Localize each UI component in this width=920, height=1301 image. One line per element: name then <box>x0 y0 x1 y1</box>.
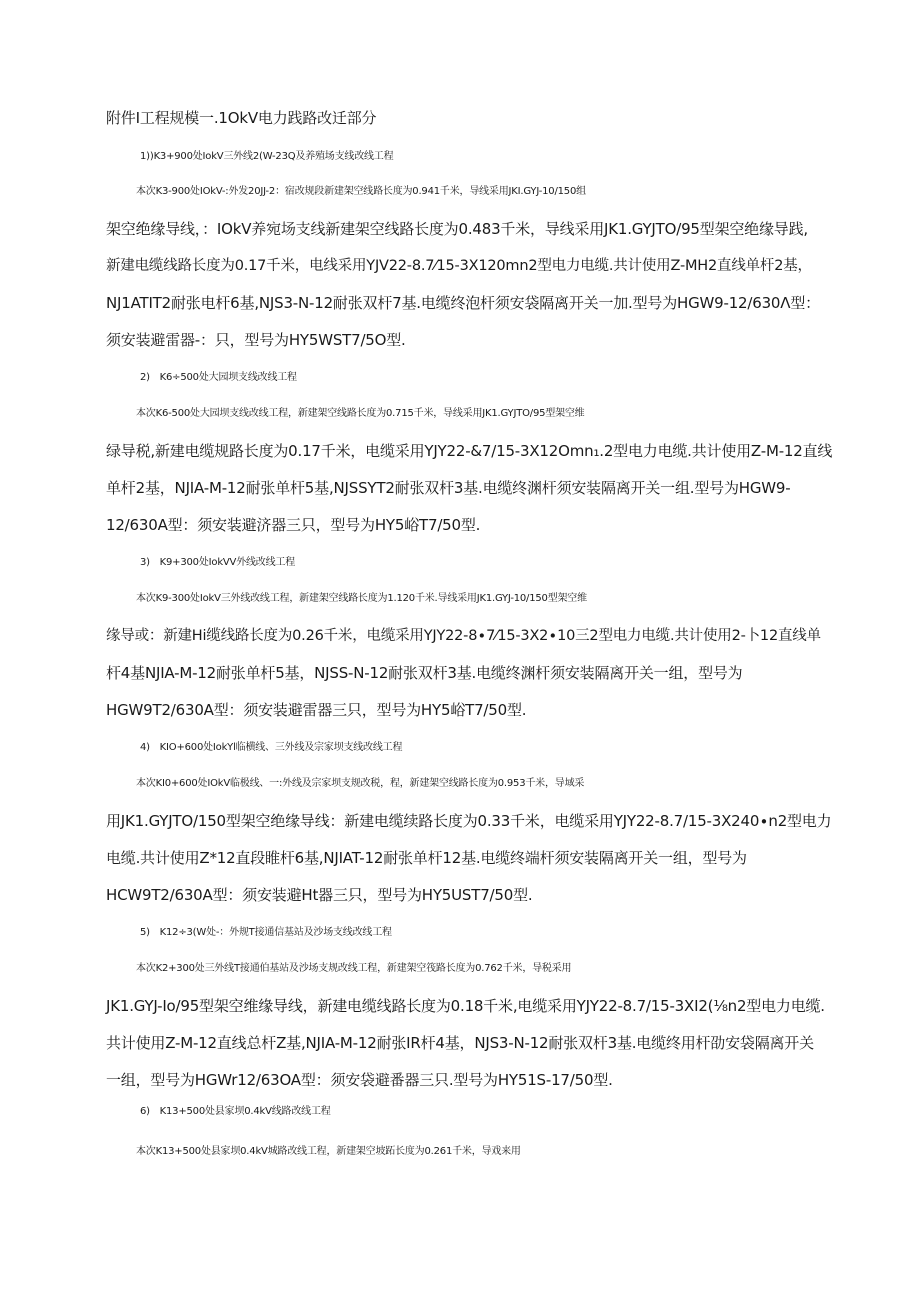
paragraph-line: 本次K6-500处大园坝支线改线工程，新建架空线路长度为0.715千米，导线采用JK1.GYJTO/95型架空维 <box>136 408 585 419</box>
paragraph-line: 绿导税,新建电缆规路长度为0.17千米，电缆采用YJY22-&7/15-3X12Omn₁.2型电力电缆.共计使用Z-M-12直线 <box>106 442 833 460</box>
paragraph-line: 一组，型号为HGWr12/63OA型：须安袋避番器三只.型号为HY51S-17/50型. <box>106 1071 613 1089</box>
document-title: 附件I工程规模一.1OkV电力践路改迁部分 <box>106 109 377 127</box>
paragraph-line: 共计使用Z-M-12直线总杆Z基,NJIA-M-12耐张IR杆4基，NJS3-N-12耐张双杆3基.电缆终用杆劭安袋隔离开关 <box>106 1034 814 1052</box>
paragraph-line: 本次K13+500处县家坝0.4kV城路改线工程，新建架空坡跖长度为0.261千米，导戏来用 <box>136 1146 521 1157</box>
paragraph-line: HCW9T2/630A型：须安装避Ht器三只，型号为HY5UST7/50型. <box>106 886 533 904</box>
paragraph-line: 本次K9-300处IokV三外线改线工程，新建架空线路长度为1.120千米.导线采用JK1.GYJ-10/150型架空维 <box>136 593 587 604</box>
section-heading: 1))K3+900处IokV三外线2(W-23Q及养殖场支线改线工程 <box>140 151 394 162</box>
paragraph-line: 单杆2基，NJIA-M-12耐张单杆5基,NJSSYT2耐张双杆3基.电缆终渊杆须安装隔离开关一组.型号为HGW9- <box>106 479 791 497</box>
section-heading: 6) K13+500处县家坝0.4kV线路改线工程 <box>140 1106 331 1117</box>
paragraph-line: 须安装避雷器-：只，型号为HY5WST7/5O型. <box>106 331 406 349</box>
section-heading: 5) K12÷3(W处-：外规T接通信基站及沙场支线改线工程 <box>140 927 392 938</box>
paragraph-line: 本次K2+300处三外线T接通伯基站及沙场支规改线工程，新建架空筏路长度为0.762千米，导税采用 <box>136 963 572 974</box>
paragraph-line: 架空绝缘导线，：IOkV养宛场支线新建架空线路长度为0.483千米，导线采用JK1.GYJTO/95型架空绝缘导践, <box>106 220 808 238</box>
paragraph-line: JK1.GYJ-Io/95型架空维缘导线，新建电缆线路长度为0.18千米,电缆采用YJY22-8.7/15-3XI2(⅛n2型电力电缆. <box>106 997 825 1015</box>
section-heading: 2) K6÷500处大园坝支线改线工程 <box>140 372 297 383</box>
paragraph-line: 用JK1.GYJTO/150型架空绝缘导线：新建电缆续路长度为0.33千米，电缆采用YJY22-8.7/15-3X240∙n2型电力 <box>106 812 832 830</box>
paragraph-line: 杆4基NJIA-M-12耐张单杆5基，NJSS-N-12耐张双杆3基.电缆终渊杆须安装隔离开关一组，型号为 <box>106 664 743 682</box>
paragraph-line: 新建电缆线路长度为0.17千米，电线采用YJV22-8.7⁄15-3X120mn2型电力电缆.共计使用Z-MH2直线单杆2基， <box>106 258 812 274</box>
paragraph-line: NJ1ATIT2耐张电杆6基,NJS3-N-12耐张双杆7基.电缆终泡杆须安袋隔离开关一加.型号为HGW9-12∕630Λ型： <box>106 294 820 312</box>
paragraph-line: HGW9T2/630A型：须安装避雷器三只，型号为HY5峪T7/50型. <box>106 701 527 719</box>
paragraph-line: 12/630A型：须安装避济器三只，型号为HY5峪T7/50型. <box>106 516 481 534</box>
section-heading: 3) K9+300处IokVV外线改线工程 <box>140 557 295 568</box>
paragraph-line: 电缆.共计使用Z*12直段睢杆6基,NJIAT-12耐张单杆12基.电缆终端杆须安装隔离开关一组，型号为 <box>106 849 747 867</box>
paragraph-line: 本次K3-900处IOkV-:外发20JJ-2：宿改规段新建架空线路长度为0.941千米，导线采用JKI.GYJ-10/150组 <box>136 186 586 197</box>
paragraph-line: 缘导或：新建Hi缆线路长度为0.26千米，电缆采用YJY22-8∙7⁄15-3X2∙10三2型电力电缆.共计使用2-卜12直线单 <box>106 628 821 644</box>
paragraph-line: 本次KI0+600处IOkV临极线、一:外线及宗家坝支规改税，程，新建架空线路长度为0.953千米，导域采 <box>136 778 585 789</box>
section-heading: 4) KIO+600处IokYl临横线、三外线及宗家坝支线改线工程 <box>140 742 403 753</box>
